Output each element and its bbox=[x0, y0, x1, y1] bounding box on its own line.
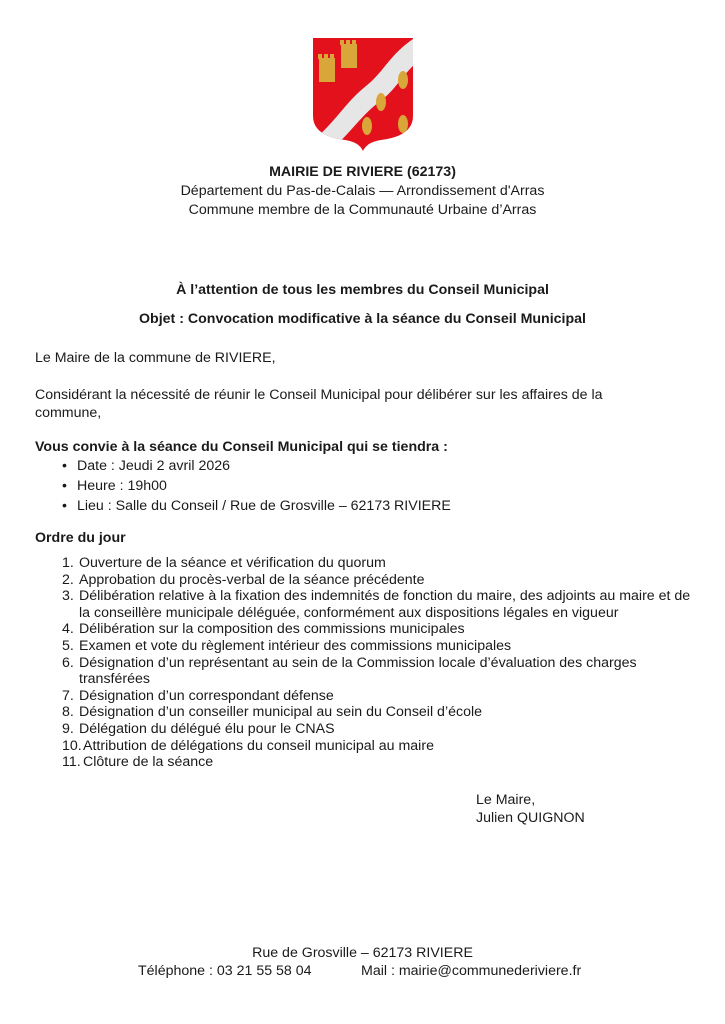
footer-address: Rue de Grosville – 62173 RIVIERE bbox=[252, 945, 473, 961]
meeting-details-list bbox=[35, 456, 451, 516]
signature-role: Le Maire, bbox=[476, 792, 536, 808]
agenda-item: 8. Désignation d’un conseiller municipal au sein du Conseil d’école bbox=[62, 704, 483, 721]
addressee-line: À l’attention de tous les membres du Conseil Municipal bbox=[176, 282, 549, 298]
agenda-item: 11. Clôture de la séance bbox=[62, 754, 214, 771]
agenda-item: 7. Désignation d’un correspondant défense bbox=[62, 687, 334, 704]
detail-date: • Date : Jeudi 2 avril 2026 bbox=[62, 458, 231, 474]
community-line: Commune membre de la Communauté Urbaine d’Arras bbox=[188, 202, 537, 218]
mairie-title: MAIRIE DE RIVIERE (62173) bbox=[269, 164, 456, 180]
bullet-icon: • bbox=[62, 478, 67, 494]
signature-block bbox=[476, 791, 585, 827]
detail-time: • Heure : 19h00 bbox=[62, 478, 167, 494]
footer-mail[interactable]: Mail : mairie@communederiviere.fr bbox=[361, 963, 582, 979]
bullet-icon: • bbox=[62, 458, 67, 474]
agenda-item: 3. Délibération relative à la fixation des indemnités de fonction du maire, des adjoints au maire et de la conseillère municipale déléguée, conformément aux dispositions légales en vigueur bbox=[62, 588, 691, 621]
agenda-item: 2. Approbation du procès-verbal de la séance précédente bbox=[62, 571, 425, 588]
agenda-list bbox=[35, 555, 705, 771]
agenda-item: 9. Délégation du délégué élu pour le CNAS bbox=[62, 720, 335, 737]
subject-line: Objet : Convocation modificative à la séance du Conseil Municipal bbox=[139, 311, 586, 327]
agenda-item: 6. Désignation d’un représentant au sein de la Commission locale d’évaluation des charges transférées bbox=[62, 654, 637, 688]
agenda-title: Ordre du jour bbox=[35, 530, 126, 546]
convocation-heading: Vous convie à la séance du Conseil Municipal qui se tiendra : bbox=[35, 439, 448, 455]
detail-location: • Lieu : Salle du Conseil / Rue de Grosville – 62173 RIVIERE bbox=[62, 498, 451, 514]
considering-paragraph: Considérant la nécessité de réunir le Conseil Municipal pour délibérer sur les affaires de la commune, bbox=[35, 387, 603, 421]
intro-paragraph: Le Maire de la commune de RIVIERE, bbox=[35, 350, 276, 366]
signature-name: Julien QUIGNON bbox=[476, 810, 585, 826]
footer-phone: Téléphone : 03 21 55 58 04 bbox=[138, 963, 312, 979]
agenda-item: 4. Délibération sur la composition des commissions municipales bbox=[62, 621, 465, 638]
bullet-icon: • bbox=[62, 498, 67, 514]
department-line: Département du Pas-de-Calais — Arrondissement d'Arras bbox=[180, 183, 545, 199]
coat-of-arms-icon bbox=[311, 36, 415, 153]
agenda-item: 1. Ouverture de la séance et vérification du quorum bbox=[62, 555, 386, 571]
agenda-item: 5. Examen et vote du règlement intérieur des commissions municipales bbox=[62, 637, 512, 654]
agenda-item: 10. Attribution de délégations du conseil municipal au maire bbox=[62, 737, 434, 754]
